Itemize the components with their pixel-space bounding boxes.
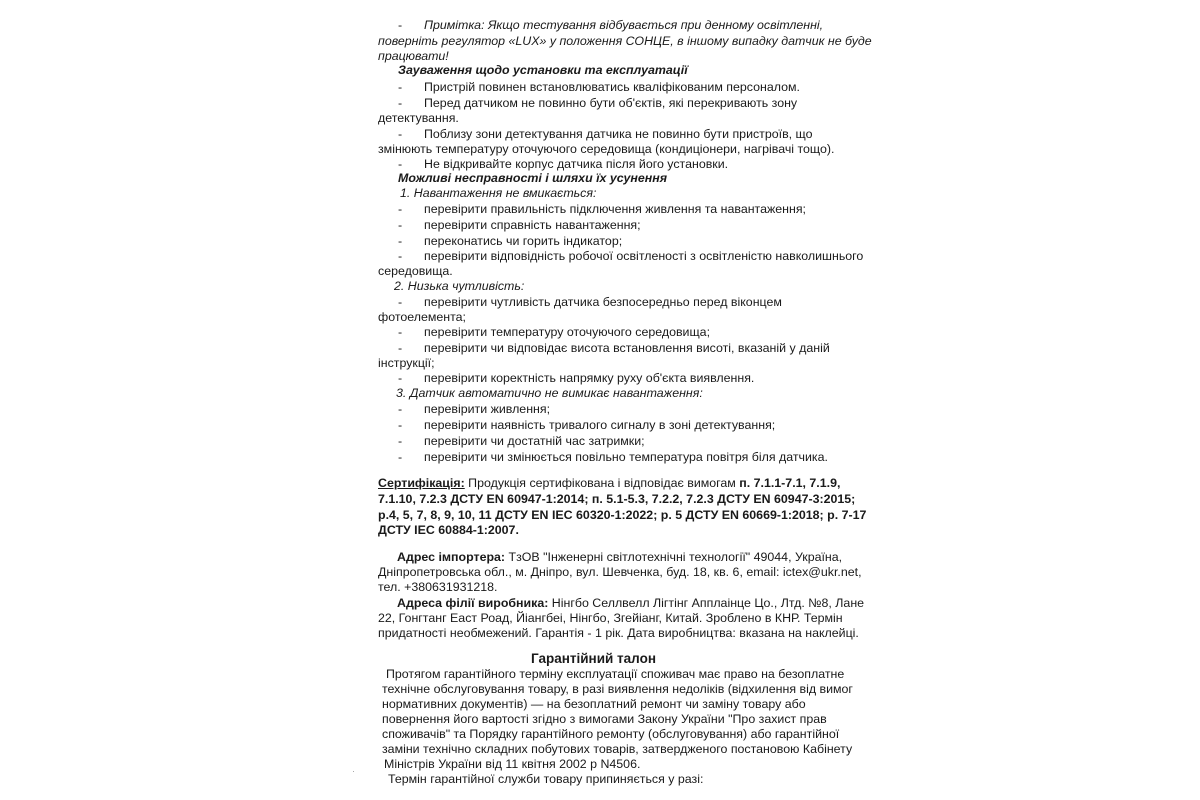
certification-label: Сертифікація: (378, 476, 465, 490)
fault-1-item-d2: середовища. (378, 264, 453, 278)
certification-text: Продукція сертифікована і відповідає вимогам (464, 476, 740, 490)
bullet-dash: - (398, 418, 403, 432)
manufacturer-text: Нінгбо Селлвелл Лігтінг Апплаінце Цо., Лтд. №8, Ланe (548, 596, 865, 610)
bullet-dash: - (398, 96, 403, 110)
importer-text: ТзОВ "Інженерні світлотехнічні технології" 49044, Україна, (505, 550, 843, 564)
bullet-dash: - (398, 218, 403, 232)
fault-1-item-a: перевірити правильність підключення живлення та навантаження; (424, 202, 806, 216)
bullet-dash: - (398, 157, 403, 171)
importer-label: Адрес імпортера: (397, 550, 506, 564)
bullet-dash: - (398, 402, 403, 416)
fault-3-item-c: перевірити чи достатній час затримки; (424, 434, 645, 448)
warranty-line-3: нормативних документів) — на безоплатний ремонт чи заміну товару або (382, 697, 806, 711)
faults-heading: Можливі несправності і шляхи їх усунення (398, 171, 668, 185)
importer-line-3: тел. +380631931218. (378, 580, 498, 594)
fault-2-item-c1: перевірити чи відповідає висота встановлення висоті, вказаній у даній (424, 341, 830, 355)
install-item-3b: змінюють температуру оточуючого середовища (кондиціонери, нагрівачі тощо). (378, 142, 835, 156)
fault-2-title: 2. Низька чутливість: (394, 279, 525, 293)
warranty-line-4: повернення його вартості згідно з вимогами Закону України "Про захист прав (382, 712, 827, 726)
bullet-dash: - (398, 341, 403, 355)
warranty-line-2: технічне обслуговування товару, в разі виявлення недоліків (відхилення від вимог (382, 682, 853, 696)
install-item-1: Пристрій повинен встановлюватись кваліфікованим персоналом. (424, 80, 800, 94)
certification-line-4: ДСТУ IEC 60884-1:2007. (378, 523, 519, 537)
warranty-line-1: Протягом гарантійного терміну експлуатації споживач має право на безоплатне (386, 667, 845, 681)
bullet-dash: - (398, 450, 403, 464)
bullet-dash: - (398, 80, 403, 94)
fault-1-title: 1. Навантаження не вмикається: (400, 186, 597, 200)
install-item-2b: детектування. (378, 111, 459, 125)
install-item-2a: Перед датчиком не повинно бути об'єктів, які перекривають зону (424, 96, 798, 110)
bullet-dash: - (398, 371, 403, 385)
warranty-line-8: Термін гарантійної служби товару припиняється у разі: (388, 772, 704, 786)
fault-1-item-c: переконатись чи горить індикатор; (424, 234, 623, 248)
bullet-dash: - (398, 202, 403, 216)
certification-line-3: р.4, 5, 7, 8, 9, 10, 11 ДСТУ EN IEC 60320-1:2022; р. 5 ДСТУ EN 60669-1:2018; р. 7-17 (378, 508, 867, 522)
warranty-line-6: заміни технічно складних побутових товарів, затвердженого постановою Кабінету (382, 742, 853, 756)
bullet-dash: - (398, 127, 403, 141)
manufacturer-label: Адреса філії виробника: (397, 596, 549, 610)
bullet-dash: - (398, 295, 403, 309)
bullet-dash: - (398, 234, 403, 248)
bullet-dash: - (398, 434, 403, 448)
note-line-3: працювати! (378, 49, 449, 63)
manufacturer-line-3: придатності необмежений. Гарантія - 1 рік. Дата виробництва: вказана на наклейці. (378, 626, 859, 640)
fault-2-item-b: перевірити температуру оточуючого середовища; (424, 325, 711, 339)
bullet-dash: - (398, 249, 403, 263)
importer-line-1 (397, 550, 842, 565)
fault-2-item-c2: інструкції; (378, 356, 435, 370)
note-line-2: поверніть регулятор «LUX» у положення СОНЦЕ, в іншому випадку датчик не буде (378, 34, 872, 48)
fault-3-item-b: перевірити наявність тривалого сигналу в зоні детектування; (424, 418, 776, 432)
certification-line-1 (378, 476, 840, 491)
fault-3-title: 3. Датчик автоматично не вимикає навантаження: (396, 386, 703, 400)
fault-1-item-d1: перевірити відповідність робочої освітленості з освітленістю навколишнього (424, 249, 864, 263)
fault-3-item-d: перевірити чи змінюється повільно температура повітря біля датчика. (424, 450, 828, 464)
warranty-line-5: споживачів" та Порядку гарантійного ремонту (обслуговування) або гарантійної (382, 727, 840, 741)
manufacturer-line-2: 22, Гонгтанг Еаст Роад, Йіангбеі, Нінгбо, Згейіанг, Китай. Зроблено в КНР. Термін (378, 611, 843, 625)
fault-2-item-a1: перевірити чутливість датчика безпосередньо перед віконцем (424, 295, 782, 309)
manufacturer-line-1 (397, 596, 864, 611)
fault-2-item-a2: фотоелемента; (378, 310, 466, 324)
certification-line-2: 7.1.10, 7.2.3 ДСТУ EN 60947-1:2014; п. 5.1-5.3, 7.2.2, 7.2.3 ДСТУ EN 60947-3:2015; (378, 492, 856, 506)
certification-norms-1: п. 7.1.1-7.1, 7.1.9, (739, 476, 841, 490)
note-line-1: Примітка: Якщо тестування відбувається при денному освітленні, (424, 18, 824, 32)
bullet-dash: - (398, 325, 403, 339)
fault-2-item-d: перевірити коректність напрямку руху об'єкта виявлення. (424, 371, 755, 385)
install-item-4: Не відкривайте корпус датчика після його установки. (424, 157, 729, 171)
fault-3-item-a: перевірити живлення; (424, 402, 551, 416)
install-heading: Зауваження щодо установки та експлуатації (398, 63, 688, 77)
warranty-line-7: Міністрів України від 11 квітня 2002 р N4506. (384, 757, 641, 771)
fault-1-item-b: перевірити справність навантаження; (424, 218, 641, 232)
warranty-title: Гарантійний талон (531, 651, 656, 666)
scan-speck: · (352, 766, 355, 776)
importer-line-2: Дніпропетровська обл., м. Дніпро, вул. Шевченка, буд. 18, кв. 6, email: ictex@ukr.net, (378, 565, 862, 579)
install-item-3a: Поблизу зони детектування датчика не повинно бути пристроїв, що (424, 127, 813, 141)
bullet-dash: - (398, 18, 403, 32)
